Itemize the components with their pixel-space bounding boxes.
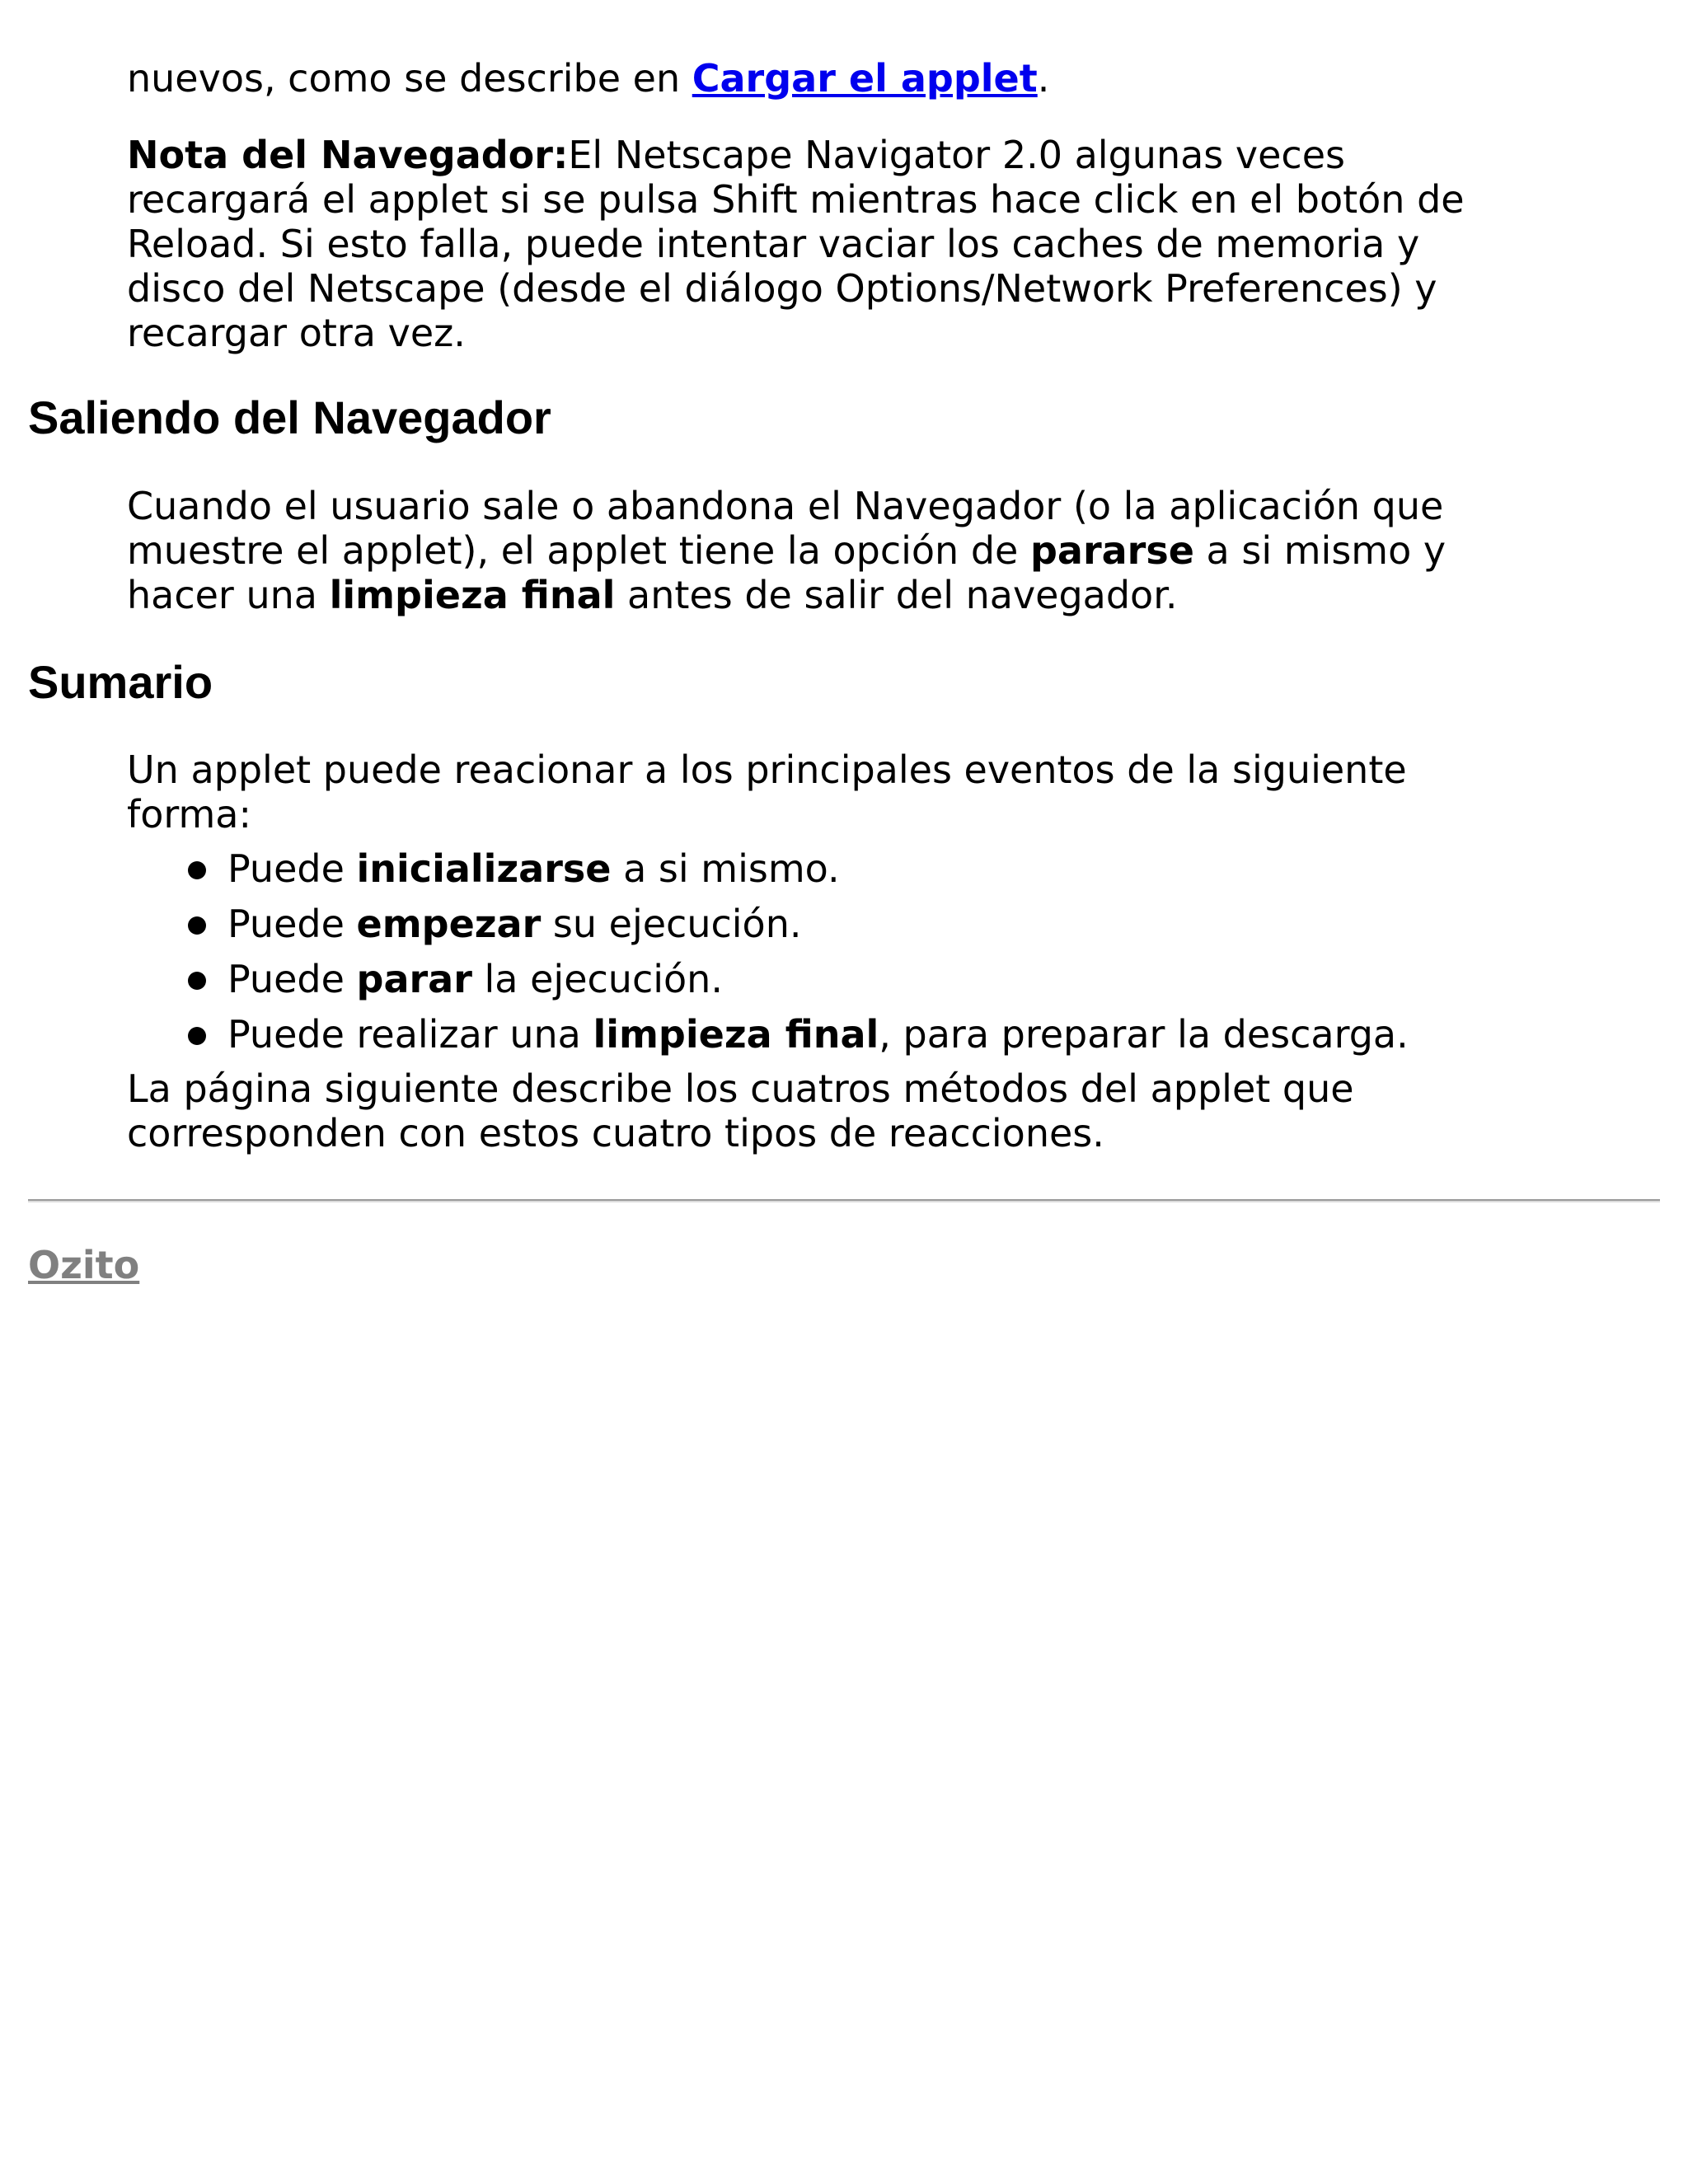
browser-note-label: Nota del Navegador:: [127, 133, 569, 177]
leaving-text-3: antes de salir del navegador.: [615, 573, 1178, 617]
list-item-bold: empezar: [356, 902, 542, 946]
bullet-dot-icon: [188, 861, 206, 879]
intro-text-after: .: [1037, 56, 1050, 101]
list-item-bold: inicializarse: [356, 846, 612, 891]
heading-leaving-browser: Saliendo del Navegador: [28, 391, 551, 443]
summary-list: [127, 846, 1528, 1067]
intro-paragraph: [127, 56, 1528, 101]
list-item-text: , para preparar la descarga.: [879, 1012, 1409, 1057]
cargar-applet-link[interactable]: Cargar el applet: [692, 56, 1038, 101]
intro-text-before: nuevos, como se describe en: [127, 56, 692, 101]
summary-outro-paragraph: La página siguiente describe los cuatros métodos del applet que corresponden con estos cuatro tipos de reacciones.: [127, 1066, 1354, 1155]
bullet-dot-icon: [188, 1027, 206, 1045]
list-item-text: Puede: [227, 902, 357, 946]
leaving-bold-1: pararse: [1029, 528, 1194, 573]
list-item: [127, 957, 1528, 1012]
list-item-text: a si mismo.: [611, 846, 840, 891]
list-item: [127, 902, 1528, 957]
list-item-text: Puede: [227, 957, 357, 1001]
leaving-browser-paragraph: [127, 484, 1528, 617]
horizontal-divider: [28, 1199, 1660, 1202]
list-item-text: Puede: [227, 846, 357, 891]
browser-note-paragraph: [127, 133, 1528, 355]
list-item-bold: parar: [356, 957, 472, 1001]
leaving-text-2: a si mismo y hacer una: [127, 528, 1447, 617]
list-item: [127, 846, 1528, 902]
summary-intro-paragraph: Un applet puede reacionar a los principales eventos de la siguiente forma:: [127, 748, 1407, 837]
list-item-text: Puede realizar una: [227, 1012, 593, 1057]
list-item-text: la ejecución.: [471, 957, 723, 1001]
browser-note-text: El Netscape Navigator 2.0 algunas veces recargará el applet si se pulsa Shift mientras hace click en el botón de Reload. Si esto falla, puede intentar vaciar los caches de memoria y disco del Netscape (desde el diálogo Options/Network Preferences) y recargar otra vez.: [127, 133, 1465, 355]
list-item-bold: limpieza final: [593, 1012, 879, 1057]
list-item-text: su ejecución.: [541, 902, 802, 946]
bullet-dot-icon: [188, 916, 206, 935]
footer: [28, 1243, 139, 1287]
list-item: [127, 1012, 1528, 1067]
ozito-link[interactable]: Ozito: [28, 1243, 140, 1287]
leaving-text-1: Cuando el usuario sale o abandona el Navegador (o la aplicación que muestre el applet), el applet tiene la opción de: [127, 484, 1444, 573]
leaving-bold-2: limpieza final: [329, 573, 616, 617]
heading-summary: Sumario: [28, 656, 213, 708]
bullet-dot-icon: [188, 972, 206, 990]
